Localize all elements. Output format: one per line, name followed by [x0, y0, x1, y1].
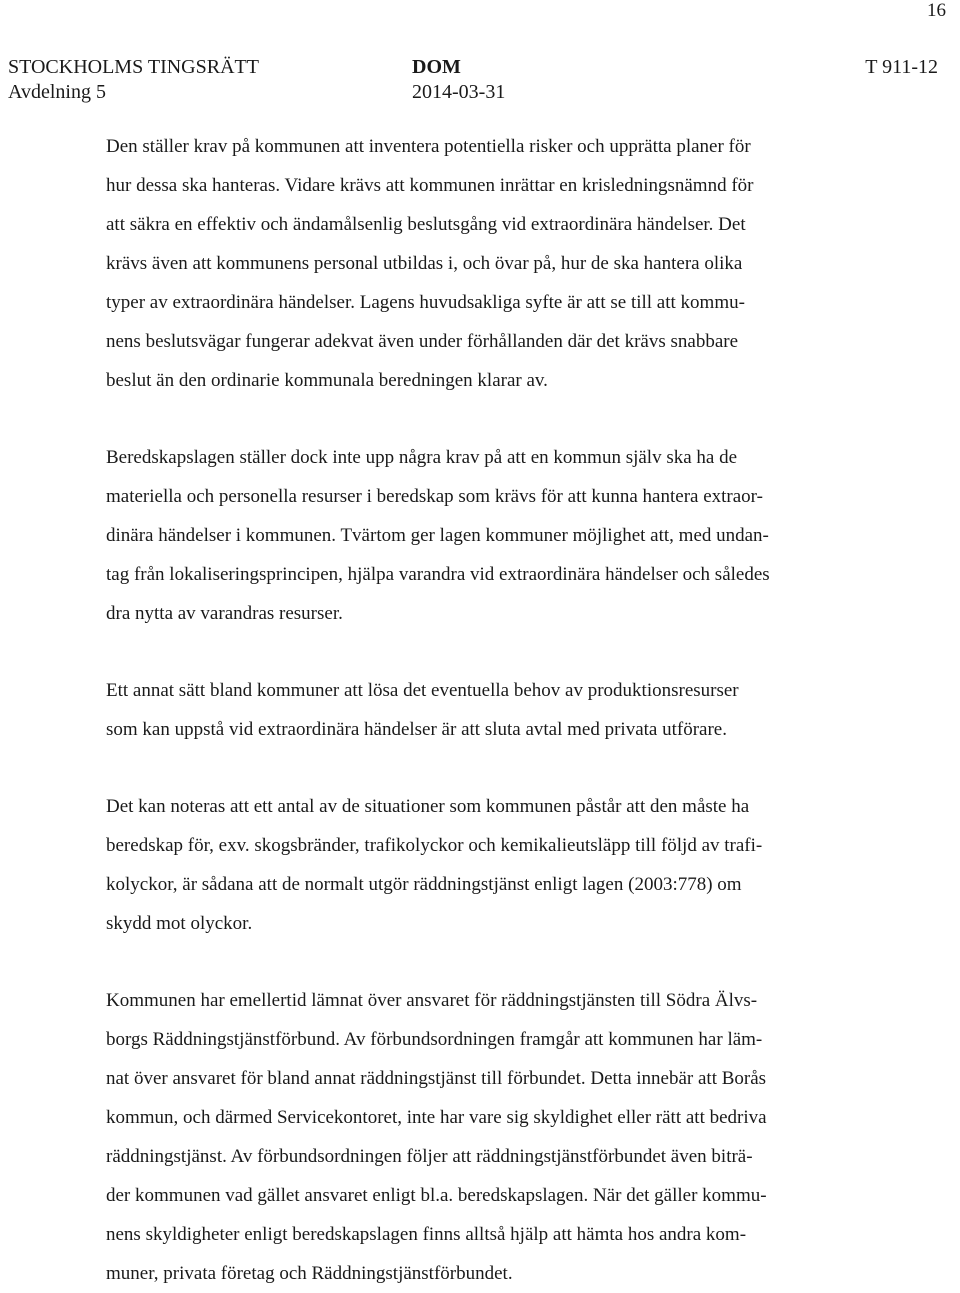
text-line: dra nytta av varandras resurser. [106, 603, 343, 624]
text-line: att säkra en effektiv och ändamålsenlig beslutsgång vid extraordinära händelser. Det [106, 214, 746, 235]
text-line: Beredskapslagen ställer dock inte upp några krav på att en kommun själv ska ha de [106, 447, 738, 468]
page-number: 16 [927, 0, 946, 21]
text-line: nens skyldigheter enligt beredskapslagen finns alltså hjälp att hämta hos andra kom- [106, 1224, 747, 1245]
text-line: kolyckor, är sådana att de normalt utgör räddningstjänst enligt lagen (2003:778) om [106, 874, 742, 895]
document-header [8, 55, 938, 107]
text-line: nat över ansvaret för bland annat räddningstjänst till förbundet. Detta innebär att Borås [106, 1068, 767, 1089]
document-body [106, 127, 896, 1293]
text-line: tag från lokaliseringsprincipen, hjälpa varandra vid extraordinära händelser och således [106, 564, 770, 585]
text-line: muner, privata företag och Räddningstjänstförbundet. [106, 1263, 513, 1284]
text-line: Den ställer krav på kommunen att inventera potentiella risker och upprätta planer för [106, 136, 751, 157]
text-line: materiella och personella resurser i beredskap som krävs för att kunna hantera extraor- [106, 486, 763, 507]
court-name: STOCKHOLMS TINGSRÄTT [8, 56, 259, 78]
text-line: som kan uppstå vid extraordinära händelser är att sluta avtal med privata utförare. [106, 719, 727, 740]
text-line: Ett annat sätt bland kommuner att lösa det eventuella behov av produktionsresurser [106, 680, 739, 701]
text-line: dinära händelser i kommunen. Tvärtom ger lagen kommuner möjlighet att, med undan- [106, 525, 769, 546]
paragraph [106, 981, 896, 1293]
paragraph [106, 787, 896, 943]
paragraph [106, 671, 896, 749]
text-line: beslut än den ordinarie kommunala beredningen klarar av. [106, 370, 548, 391]
text-line: Kommunen har emellertid lämnat över ansvaret för räddningstjänsten till Södra Älvs- [106, 990, 758, 1011]
text-line: kommun, och därmed Servicekontoret, inte har vare sig skyldighet eller rätt att bedriva [106, 1107, 767, 1128]
text-line: Det kan noteras att ett antal av de situationer som kommunen påstår att den måste ha [106, 796, 750, 817]
text-line: räddningstjänst. Av förbundsordningen följer att räddningstjänstförbundet även biträ- [106, 1146, 753, 1167]
paragraph [106, 438, 896, 633]
document-date: 2014-03-31 [412, 81, 506, 103]
text-line: der kommunen vad gället ansvaret enligt bl.a. beredskapslagen. När det gäller kommu- [106, 1185, 767, 1206]
text-line: borgs Räddningstjänstförbund. Av förbundsordningen framgår att kommunen har läm- [106, 1029, 763, 1050]
department-name: Avdelning 5 [8, 81, 106, 103]
text-line: nens beslutsvägar fungerar adekvat även under förhållanden där det krävs snabbare [106, 331, 739, 352]
text-line: typer av extraordinära händelser. Lagens huvudsakliga syfte är att se till att kommu- [106, 292, 745, 313]
text-line: krävs även att kommunens personal utbildas i, och övar på, hur de ska hantera olika [106, 253, 743, 274]
paragraph [106, 127, 896, 400]
text-line: skydd mot olyckor. [106, 913, 253, 934]
text-line: beredskap för, exv. skogsbränder, trafikolyckor och kemikalieutsläpp till följd av trafi- [106, 835, 763, 856]
document-type: DOM [412, 56, 461, 78]
text-line: hur dessa ska hanteras. Vidare krävs att kommunen inrättar en krisledningsnämnd för [106, 175, 754, 196]
case-number: T 911-12 [865, 56, 938, 78]
